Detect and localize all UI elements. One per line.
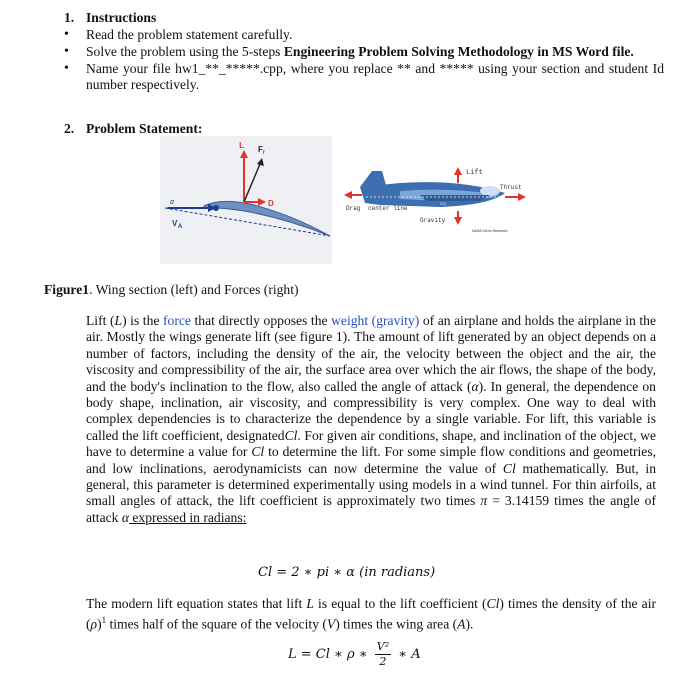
text-run: L [114,313,123,328]
text-run: that directly opposes the [190,313,332,328]
instruction-item [64,44,664,60]
section-title: Instructions [86,10,157,25]
svg-text:α: α [170,199,174,206]
instruction-item [64,27,664,43]
text-run: to determine the lift. For some simple flow conditions and geometries, and low inclinations, aerodynamicists can now determine the value of [86,444,657,476]
svg-text:A: A [178,224,183,230]
lift-label: L [239,141,244,150]
svg-text:F: F [258,145,263,154]
instruction-text: Read the problem statement carefully. [86,27,293,42]
text-run: The modern lift equation states that lift [86,596,307,611]
equation-rhs: ∗ A [398,647,421,662]
bullet-icon: • [64,61,69,76]
instructions-list [64,27,664,94]
text-run: Cl [284,427,298,443]
svg-text:center line: center line [368,205,408,212]
svg-text:Thrust: Thrust [500,184,522,191]
wing-section-diagram [160,136,332,264]
text-run: force [163,313,191,328]
lift-equation-paragraph [86,596,656,633]
svg-text:D: D [268,199,274,208]
bullet-icon: • [64,44,69,59]
plane-forces-diagram [340,165,528,237]
text-run: = 3.14159 times the angle of attack [86,493,656,525]
text-run: ) times the wing area ( [335,616,458,632]
lift-equation [288,640,421,669]
section-heading-instructions [64,10,156,26]
svg-text:NASA Glenn Research: NASA Glenn Research [472,229,508,233]
velocity-fraction [375,640,391,669]
text-run: weight (gravity) [331,313,420,328]
bullet-icon: • [64,27,69,42]
text-run: α [121,509,129,525]
text-run: ). In general, the dependence on body shape, inclination, air viscosity, and compressibility is very complex. One way to deal with complex dependencies is to characterize the dependence by a single variable. For lift, this variable is called the lift coefficient, designated [86,378,656,443]
wing-section-figure [160,136,332,264]
fraction-denominator: 2 [379,655,387,668]
text-run: 1 [101,615,107,626]
forces-figure [340,165,528,237]
text-run: of an airplane and holds the airplane in the air. Mostly the wings generate lift (see figure 1). The amount of lift generated by an object depends on a number of factors, including the density of the air, the velocity between the object and the air, the viscosity and compressibility of the air, the surface area over which the air flows, the shape of the body, and the body's inclination to the flow, also called the angle of attack ( [86,313,656,394]
text-run: Cl [251,444,265,460]
text-run: ) is the [122,313,163,328]
svg-text:Lift: Lift [466,169,483,177]
text-run: π [480,493,488,509]
text-run: expressed in radians: [129,509,247,525]
section-number: 1. [64,10,75,25]
svg-text:Drag: Drag [346,205,361,212]
caption-label: Figure1 [44,282,90,297]
caption-text: . Wing section (left) and Forces (right) [89,282,299,297]
text-run: A [457,616,466,632]
section-number: 2. [64,121,75,136]
text-run: . For given air conditions, shape, and inclination of the object, we have to determine a value for [86,427,657,460]
instruction-bold-text: Engineering Problem Solving Methodology in MS Word file [283,44,631,59]
text-run: ρ [90,616,98,632]
section-heading-problem [64,121,202,137]
text-run: α [471,378,479,394]
lift-coefficient-equation: Cl = 2 ∗ pi ∗ α (in radians) [258,565,436,580]
text-run: mathematically. But, in general, this parameter is determined experimentally using models in a wind tunnel. For thin airfoils, at small angles of attack, the lift coefficient is approximately two times [86,460,656,509]
svg-text:CG: CG [440,201,446,206]
text-run: ) times the density of the air ( [86,596,657,632]
fraction-numerator: V² [376,640,390,653]
svg-text:V: V [172,219,178,228]
svg-text:r: r [263,150,265,156]
instruction-text: Name your file hw1_**_*****.cpp, where you replace ** and ***** using your section and student Id number respectively. [86,61,664,92]
section-title: Problem Statement: [86,121,203,136]
lift-paragraph [86,313,656,526]
text-run: times half of the square of the velocity ( [106,616,327,632]
equation-lhs: L = Cl ∗ ρ ∗ [288,647,368,662]
figure-caption [44,282,299,298]
instruction-text-end: . [630,44,634,59]
text-run: Lift ( [86,313,115,328]
text-run: Cl [502,460,516,476]
instruction-item [64,61,664,93]
text-run: is equal to the lift coefficient ( [313,596,487,611]
text-run: V [326,616,336,632]
text-run: L [306,596,314,611]
text-run: ) [97,616,102,632]
instruction-text: Solve the problem using the 5-steps [86,44,284,59]
svg-text:Gravity: Gravity [420,217,446,224]
text-run: Cl [486,596,500,611]
text-run: ). [465,616,474,632]
